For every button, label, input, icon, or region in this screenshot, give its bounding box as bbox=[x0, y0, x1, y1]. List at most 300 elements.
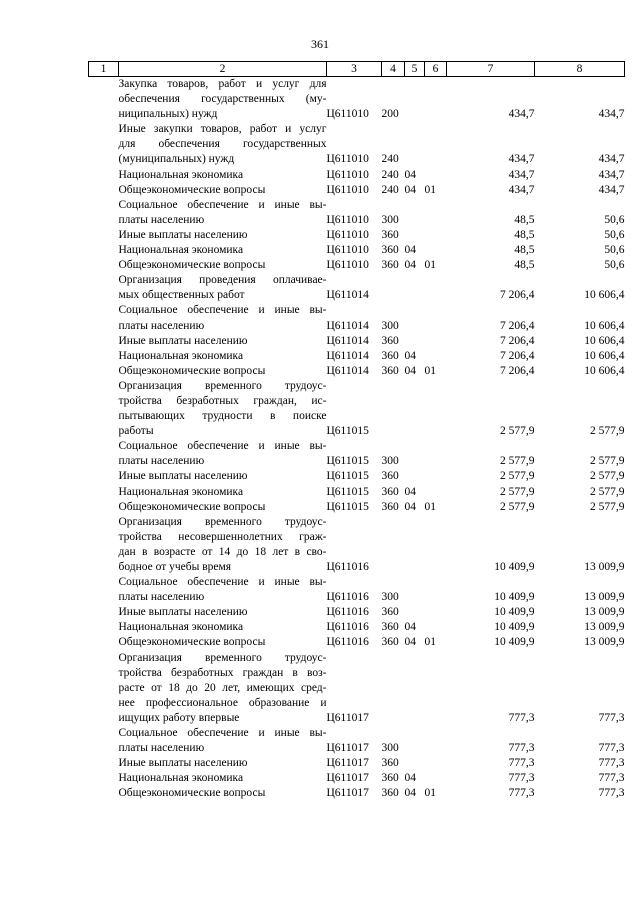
cell-amount-year-1: 10 409,9 bbox=[494, 621, 535, 634]
cell-number bbox=[89, 243, 119, 258]
cell-subsection bbox=[425, 168, 447, 183]
cell-name bbox=[119, 349, 327, 364]
cell-number bbox=[89, 122, 119, 167]
name-line: Национальная экономика bbox=[118, 168, 244, 181]
cell-amount-year-1: 777,3 bbox=[508, 711, 535, 724]
name-line: для обеспечения государственных bbox=[118, 138, 327, 151]
cell-section bbox=[405, 379, 425, 439]
cell-code: Ц611010 bbox=[326, 213, 369, 226]
cell-subsection bbox=[425, 575, 447, 605]
cell-name bbox=[119, 605, 327, 620]
cell-amount-year-2: 2 577,9 bbox=[590, 470, 625, 483]
cell-subsection bbox=[425, 756, 447, 771]
page-number: 361 bbox=[311, 37, 329, 51]
cell-number bbox=[89, 258, 119, 273]
cell-expense-type: 240 bbox=[381, 168, 399, 181]
cell-code: Ц611016 bbox=[326, 561, 369, 573]
cell-amount-year-1: 434,7 bbox=[508, 108, 535, 121]
cell-subsection: 01 bbox=[424, 500, 436, 513]
table-row bbox=[89, 756, 625, 771]
name-line: (муниципальных) нужд bbox=[118, 153, 235, 166]
cell-subsection: 01 bbox=[424, 183, 436, 196]
cell-section bbox=[405, 334, 425, 349]
cell-section bbox=[405, 726, 425, 756]
cell-amount-year-2: 434,7 bbox=[598, 108, 625, 121]
name-line: Организация проведения оплачивае- bbox=[118, 274, 327, 287]
cell-expense-type: 360 bbox=[381, 606, 399, 619]
cell-expense-type: 360 bbox=[381, 500, 399, 513]
cell-number bbox=[89, 439, 119, 469]
cell-amount-year-1: 10 409,9 bbox=[494, 591, 535, 604]
cell-subsection bbox=[425, 334, 447, 349]
cell-code: Ц611016 bbox=[326, 606, 369, 619]
cell-number bbox=[89, 364, 119, 379]
cell-expense-type: 300 bbox=[381, 591, 399, 604]
name-line: Общеэкономические вопросы bbox=[118, 787, 266, 800]
cell-code: Ц611017 bbox=[326, 757, 369, 770]
name-line: Организация временного трудоус- bbox=[118, 379, 327, 392]
cell-amount-year-1: 10 409,9 bbox=[494, 636, 535, 649]
cell-number bbox=[89, 726, 119, 756]
table-row bbox=[89, 469, 625, 484]
name-line: Национальная экономика bbox=[118, 772, 244, 785]
cell-section: 04 bbox=[404, 787, 416, 800]
name-line: тройства безработных граждан, ис- bbox=[118, 394, 327, 407]
table-row bbox=[89, 198, 625, 228]
cell-section: 04 bbox=[404, 244, 416, 257]
cell-code: Ц611017 bbox=[326, 742, 369, 755]
cell-section bbox=[405, 273, 425, 303]
cell-amount-year-1: 434,7 bbox=[508, 183, 535, 196]
cell-subsection bbox=[425, 122, 447, 167]
cell-expense-type: 360 bbox=[381, 621, 399, 634]
name-line: Социальное обеспечение и иные вы- bbox=[118, 727, 327, 740]
cell-amount-year-1: 7 206,4 bbox=[500, 349, 535, 362]
table-row bbox=[89, 515, 625, 575]
cell-code: Ц611015 bbox=[326, 500, 369, 513]
cell-section bbox=[405, 756, 425, 771]
cell-section: 04 bbox=[404, 183, 416, 196]
table-row bbox=[89, 379, 625, 439]
name-line: Общеэкономические вопросы bbox=[118, 183, 266, 196]
table-row bbox=[89, 620, 625, 635]
cell-section bbox=[405, 228, 425, 243]
table-row bbox=[89, 228, 625, 243]
name-line: платы населению bbox=[118, 319, 205, 332]
cell-number bbox=[89, 349, 119, 364]
name-line: пытывающих трудности в поиске bbox=[118, 410, 327, 423]
cell-section: 04 bbox=[404, 259, 416, 272]
cell-amount-year-2: 13 009,9 bbox=[584, 606, 625, 619]
cell-subsection bbox=[425, 243, 447, 258]
cell-name bbox=[119, 500, 327, 515]
name-line: Социальное обеспечение и иные вы- bbox=[118, 576, 327, 589]
name-line: Общеэкономические вопросы bbox=[118, 259, 266, 272]
cell-code: Ц611014 bbox=[326, 319, 369, 332]
table-row bbox=[89, 651, 625, 726]
name-line: платы населению bbox=[118, 742, 205, 755]
cell-code: Ц611014 bbox=[326, 334, 369, 347]
cell-expense-type: 200 bbox=[381, 108, 399, 121]
cell-expense-type: 240 bbox=[381, 183, 399, 196]
cell-number bbox=[89, 77, 119, 123]
cell-name bbox=[119, 439, 327, 469]
cell-subsection bbox=[425, 605, 447, 620]
cell-subsection bbox=[425, 726, 447, 756]
cell-name bbox=[119, 198, 327, 228]
table-row bbox=[89, 349, 625, 364]
table-row bbox=[89, 575, 625, 605]
cell-number bbox=[89, 183, 119, 198]
cell-amount-year-2: 10 606,4 bbox=[584, 289, 625, 302]
cell-name bbox=[119, 651, 327, 726]
name-line: Иные выплаты населению bbox=[118, 757, 248, 770]
cell-number bbox=[89, 168, 119, 183]
cell-name bbox=[119, 183, 327, 198]
cell-code: Ц611016 bbox=[326, 621, 369, 634]
cell-code: Ц611017 bbox=[326, 772, 369, 785]
cell-subsection bbox=[425, 620, 447, 635]
cell-expense-type: 360 bbox=[381, 259, 399, 272]
cell-subsection bbox=[425, 303, 447, 333]
column-header: 1 bbox=[89, 62, 119, 77]
name-line: Национальная экономика bbox=[118, 244, 244, 257]
cell-amount-year-2: 10 606,4 bbox=[584, 334, 625, 347]
cell-code: Ц611016 bbox=[326, 591, 369, 604]
cell-code: Ц611010 bbox=[326, 259, 369, 272]
table-row bbox=[89, 77, 625, 123]
column-header: 3 bbox=[327, 62, 382, 77]
cell-subsection bbox=[425, 77, 447, 123]
name-line: ищущих работу впервые bbox=[118, 711, 240, 724]
name-line: Социальное обеспечение и иные вы- bbox=[118, 198, 327, 211]
name-line: Социальное обеспечение и иные вы- bbox=[118, 304, 327, 317]
cell-code: Ц611015 bbox=[326, 455, 369, 468]
cell-subsection: 01 bbox=[424, 787, 436, 800]
cell-amount-year-2: 13 009,9 bbox=[584, 621, 625, 634]
cell-amount-year-1: 7 206,4 bbox=[500, 364, 535, 377]
cell-amount-year-1: 10 409,9 bbox=[494, 606, 535, 619]
cell-subsection bbox=[425, 439, 447, 469]
cell-name bbox=[119, 122, 327, 167]
name-line: платы населению bbox=[118, 591, 205, 604]
name-line: Организация временного трудоус- bbox=[118, 651, 327, 664]
column-header: 8 bbox=[535, 62, 625, 77]
cell-number bbox=[89, 651, 119, 726]
cell-amount-year-2: 50,6 bbox=[604, 259, 625, 272]
name-line: Национальная экономика bbox=[118, 485, 244, 498]
cell-name bbox=[119, 258, 327, 273]
cell-expense-type: 360 bbox=[381, 636, 399, 649]
cell-amount-year-2: 13 009,9 bbox=[584, 636, 625, 649]
cell-code: Ц611014 bbox=[326, 364, 369, 377]
column-header: 6 bbox=[425, 62, 447, 77]
cell-name bbox=[119, 726, 327, 756]
cell-section: 04 bbox=[404, 500, 416, 513]
cell-code: Ц611015 bbox=[326, 485, 369, 498]
cell-name bbox=[119, 243, 327, 258]
table-row bbox=[89, 303, 625, 333]
column-header: 5 bbox=[405, 62, 425, 77]
cell-subsection: 01 bbox=[424, 636, 436, 649]
cell-amount-year-2: 2 577,9 bbox=[590, 485, 625, 498]
cell-name bbox=[119, 77, 327, 123]
cell-subsection bbox=[425, 273, 447, 303]
cell-name bbox=[119, 334, 327, 349]
cell-expense-type: 360 bbox=[381, 485, 399, 498]
name-line: работы bbox=[118, 425, 154, 438]
table-row bbox=[89, 364, 625, 379]
cell-number bbox=[89, 605, 119, 620]
name-line: Иные закупки товаров, работ и услуг bbox=[118, 123, 327, 136]
cell-amount-year-1: 48,5 bbox=[514, 244, 535, 257]
cell-amount-year-1: 48,5 bbox=[514, 213, 535, 226]
cell-amount-year-2: 2 577,9 bbox=[590, 500, 625, 513]
name-line: Иные выплаты населению bbox=[118, 228, 248, 241]
cell-expense-type: 360 bbox=[381, 772, 399, 785]
cell-amount-year-1: 777,3 bbox=[508, 772, 535, 785]
cell-amount-year-1: 777,3 bbox=[508, 757, 535, 770]
cell-amount-year-2: 434,7 bbox=[598, 183, 625, 196]
cell-number bbox=[89, 515, 119, 575]
cell-name bbox=[119, 786, 327, 801]
name-line: бодное от учебы время bbox=[118, 561, 232, 573]
cell-amount-year-1: 434,7 bbox=[508, 168, 535, 181]
cell-number bbox=[89, 379, 119, 439]
name-line: расте от 18 до 20 лет, имеющих сред- bbox=[118, 681, 327, 694]
name-line: ниципальных) нужд bbox=[118, 108, 218, 121]
cell-amount-year-2: 777,3 bbox=[598, 787, 625, 800]
cell-expense-type: 240 bbox=[381, 153, 399, 166]
cell-subsection bbox=[425, 198, 447, 228]
column-header: 4 bbox=[382, 62, 405, 77]
cell-amount-year-2: 434,7 bbox=[598, 153, 625, 166]
cell-amount-year-2: 10 606,4 bbox=[584, 319, 625, 332]
cell-expense-type: 360 bbox=[381, 349, 399, 362]
table-row bbox=[89, 605, 625, 620]
name-line: Общеэкономические вопросы bbox=[118, 500, 266, 513]
cell-amount-year-2: 777,3 bbox=[598, 711, 625, 724]
table-row bbox=[89, 273, 625, 303]
cell-amount-year-2: 10 606,4 bbox=[584, 364, 625, 377]
cell-amount-year-1: 7 206,4 bbox=[500, 289, 535, 302]
cell-expense-type: 300 bbox=[381, 319, 399, 332]
cell-section bbox=[405, 605, 425, 620]
cell-code: Ц611010 bbox=[326, 228, 369, 241]
name-line: платы населению bbox=[118, 455, 205, 468]
cell-section: 04 bbox=[404, 772, 416, 785]
cell-number bbox=[89, 620, 119, 635]
cell-subsection: 01 bbox=[424, 259, 436, 272]
cell-number bbox=[89, 485, 119, 500]
cell-name bbox=[119, 485, 327, 500]
cell-name bbox=[119, 379, 327, 439]
cell-number bbox=[89, 771, 119, 786]
cell-amount-year-2: 50,6 bbox=[604, 244, 625, 257]
cell-subsection bbox=[425, 771, 447, 786]
cell-section: 04 bbox=[404, 364, 416, 377]
name-line: Закупка товаров, работ и услуг для bbox=[118, 78, 327, 90]
table-row bbox=[89, 786, 625, 801]
cell-amount-year-1: 2 577,9 bbox=[500, 485, 535, 498]
cell-expense-type bbox=[382, 651, 405, 726]
cell-subsection: 01 bbox=[424, 364, 436, 377]
cell-number bbox=[89, 786, 119, 801]
cell-amount-year-1: 2 577,9 bbox=[500, 470, 535, 483]
cell-section bbox=[405, 198, 425, 228]
table-row bbox=[89, 500, 625, 515]
cell-amount-year-1: 7 206,4 bbox=[500, 319, 535, 332]
cell-code: Ц611015 bbox=[326, 425, 369, 438]
cell-code: Ц611017 bbox=[326, 711, 369, 724]
cell-amount-year-2: 50,6 bbox=[604, 213, 625, 226]
name-line: Иные выплаты населению bbox=[118, 470, 248, 483]
cell-code: Ц611010 bbox=[326, 183, 369, 196]
table-row bbox=[89, 635, 625, 650]
cell-amount-year-2: 50,6 bbox=[604, 228, 625, 241]
cell-section bbox=[405, 77, 425, 123]
cell-expense-type: 300 bbox=[381, 213, 399, 226]
cell-name bbox=[119, 771, 327, 786]
cell-amount-year-2: 777,3 bbox=[598, 742, 625, 755]
cell-code: Ц611015 bbox=[326, 470, 369, 483]
cell-section bbox=[405, 122, 425, 167]
cell-number bbox=[89, 756, 119, 771]
cell-section: 04 bbox=[404, 636, 416, 649]
cell-amount-year-1: 2 577,9 bbox=[500, 500, 535, 513]
cell-code: Ц611010 bbox=[326, 244, 369, 257]
cell-amount-year-1: 7 206,4 bbox=[500, 334, 535, 347]
cell-section bbox=[405, 651, 425, 726]
cell-section: 04 bbox=[404, 168, 416, 181]
name-line: Организация временного трудоус- bbox=[118, 515, 327, 528]
table-row bbox=[89, 726, 625, 756]
cell-number bbox=[89, 635, 119, 650]
cell-expense-type: 360 bbox=[381, 757, 399, 770]
cell-subsection bbox=[425, 349, 447, 364]
cell-code: Ц611014 bbox=[326, 289, 369, 302]
cell-name bbox=[119, 756, 327, 771]
cell-number bbox=[89, 273, 119, 303]
cell-expense-type bbox=[382, 515, 405, 575]
cell-section bbox=[405, 439, 425, 469]
cell-code: Ц611010 bbox=[326, 168, 369, 181]
cell-name bbox=[119, 515, 327, 575]
name-line: Общеэкономические вопросы bbox=[118, 364, 266, 377]
cell-name bbox=[119, 273, 327, 303]
table-row bbox=[89, 258, 625, 273]
cell-name bbox=[119, 620, 327, 635]
name-line: Национальная экономика bbox=[118, 621, 244, 634]
cell-name bbox=[119, 168, 327, 183]
name-line: Социальное обеспечение и иные вы- bbox=[118, 440, 327, 453]
cell-amount-year-2: 13 009,9 bbox=[584, 561, 625, 573]
cell-section bbox=[405, 515, 425, 575]
column-header: 2 bbox=[119, 62, 327, 77]
cell-number bbox=[89, 303, 119, 333]
cell-code: Ц611010 bbox=[326, 108, 369, 121]
cell-amount-year-2: 777,3 bbox=[598, 757, 625, 770]
cell-subsection bbox=[425, 379, 447, 439]
cell-subsection bbox=[425, 651, 447, 726]
cell-amount-year-2: 10 606,4 bbox=[584, 349, 625, 362]
table-row bbox=[89, 485, 625, 500]
cell-subsection bbox=[425, 228, 447, 243]
cell-expense-type: 300 bbox=[381, 742, 399, 755]
cell-name bbox=[119, 635, 327, 650]
name-line: нее профессиональное образование и bbox=[118, 696, 327, 709]
cell-amount-year-1: 777,3 bbox=[508, 742, 535, 755]
cell-expense-type bbox=[382, 273, 405, 303]
name-line: Иные выплаты населению bbox=[118, 334, 248, 347]
table-row bbox=[89, 439, 625, 469]
cell-name bbox=[119, 364, 327, 379]
cell-number bbox=[89, 228, 119, 243]
cell-expense-type: 360 bbox=[381, 334, 399, 347]
column-header: 7 bbox=[447, 62, 535, 77]
table-row bbox=[89, 243, 625, 258]
cell-section: 04 bbox=[404, 621, 416, 634]
cell-name bbox=[119, 228, 327, 243]
cell-section: 04 bbox=[404, 485, 416, 498]
name-line: тройства несовершеннолетних граж- bbox=[118, 530, 327, 543]
cell-amount-year-1: 2 577,9 bbox=[500, 425, 535, 438]
cell-expense-type: 360 bbox=[381, 470, 399, 483]
name-line: Иные выплаты населению bbox=[118, 606, 248, 619]
cell-number bbox=[89, 334, 119, 349]
cell-subsection bbox=[425, 469, 447, 484]
table-body bbox=[89, 77, 625, 802]
cell-amount-year-1: 48,5 bbox=[514, 228, 535, 241]
cell-code: Ц611017 bbox=[326, 787, 369, 800]
cell-code: Ц611010 bbox=[326, 153, 369, 166]
cell-amount-year-1: 48,5 bbox=[514, 259, 535, 272]
table-row bbox=[89, 168, 625, 183]
cell-expense-type bbox=[382, 379, 405, 439]
cell-section: 04 bbox=[404, 349, 416, 362]
table-row bbox=[89, 771, 625, 786]
header-row bbox=[89, 62, 625, 77]
cell-expense-type: 360 bbox=[381, 228, 399, 241]
cell-subsection bbox=[425, 485, 447, 500]
cell-expense-type: 360 bbox=[381, 244, 399, 257]
name-line: мых общественных работ bbox=[118, 289, 245, 302]
cell-number bbox=[89, 575, 119, 605]
cell-subsection bbox=[425, 515, 447, 575]
name-line: Общеэкономические вопросы bbox=[118, 636, 266, 649]
cell-code: Ц611016 bbox=[326, 636, 369, 649]
cell-amount-year-1: 434,7 bbox=[508, 153, 535, 166]
cell-name bbox=[119, 303, 327, 333]
budget-table bbox=[88, 61, 625, 802]
cell-number bbox=[89, 500, 119, 515]
cell-expense-type: 360 bbox=[381, 787, 399, 800]
cell-amount-year-1: 10 409,9 bbox=[494, 561, 535, 573]
cell-amount-year-1: 2 577,9 bbox=[500, 455, 535, 468]
table-row bbox=[89, 122, 625, 167]
cell-name bbox=[119, 469, 327, 484]
cell-expense-type: 300 bbox=[381, 455, 399, 468]
name-line: тройства безработных граждан в воз- bbox=[118, 666, 327, 679]
cell-amount-year-2: 777,3 bbox=[598, 772, 625, 785]
name-line: Национальная экономика bbox=[118, 349, 244, 362]
table-row bbox=[89, 334, 625, 349]
cell-amount-year-2: 434,7 bbox=[598, 168, 625, 181]
cell-number bbox=[89, 469, 119, 484]
cell-amount-year-1: 777,3 bbox=[508, 787, 535, 800]
cell-section bbox=[405, 303, 425, 333]
cell-amount-year-2: 13 009,9 bbox=[584, 591, 625, 604]
